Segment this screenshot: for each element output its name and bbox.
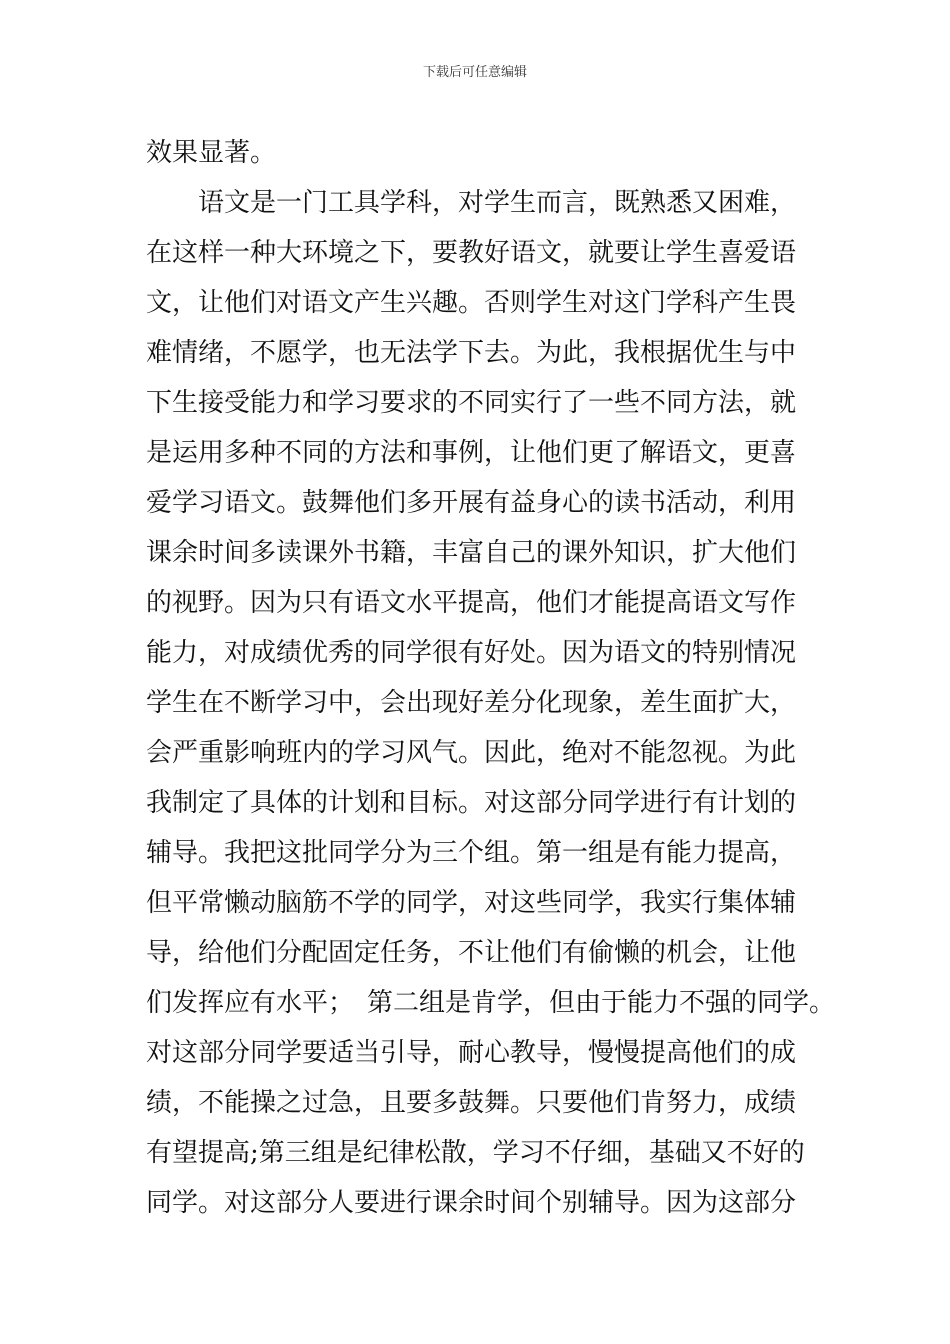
text-line: 文，让他们对语文产生兴趣。否则学生对这门学科产生畏 <box>146 288 797 318</box>
text-line: 会严重影响班内的学习风气。因此，绝对不能忽视。为此 <box>146 738 797 768</box>
text-line: 是运用多种不同的方法和事例，让他们更了解语文，更喜 <box>146 438 797 468</box>
text-line: 效果显著。 <box>146 138 277 168</box>
text-line: 辅导。我把这批同学分为三个组。第一组是有能力提高， <box>146 838 797 868</box>
text-line: 难情绪，不愿学，也无法学下去。为此，我根据优生与中 <box>146 338 797 368</box>
text-line: 绩，不能操之过急，且要多鼓舞。只要他们肯努力，成绩 <box>146 1088 797 1118</box>
text-line: 同学。对这部分人要进行课余时间个别辅导。因为这部分 <box>146 1188 797 1218</box>
page-header: 下载后可任意编辑 <box>422 65 527 80</box>
text-line: 导，给他们分配固定任务，不让他们有偷懒的机会，让他 <box>146 938 797 968</box>
text-line: 学生在不断学习中，会出现好差分化现象，差生面扩大， <box>146 688 797 718</box>
text-line: 但平常懒动脑筋不学的同学，对这些同学，我实行集体辅 <box>146 888 797 918</box>
text-line: 语文是一门工具学科，对学生而言，既熟悉又困难， <box>146 188 797 218</box>
text-line: 下生接受能力和学习要求的不同实行了一些不同方法，就 <box>146 388 797 418</box>
text-line: 对这部分同学要适当引导，耐心教导，慢慢提高他们的成 <box>146 1038 797 1068</box>
text-line: 有望提高;第三组是纪律松散，学习不仔细，基础又不好的 <box>146 1138 805 1168</box>
text-line: 课余时间多读课外书籍，丰富自己的课外知识，扩大他们 <box>146 538 797 568</box>
text-line: 爱学习语文。鼓舞他们多开展有益身心的读书活动，利用 <box>146 488 797 518</box>
text-line: 的视野。因为只有语文水平提高，他们才能提高语文写作 <box>146 588 797 618</box>
text-line: 能力，对成绩优秀的同学很有好处。因为语文的特别情况 <box>146 638 797 668</box>
text-line: 在这样一种大环境之下，要教好语文，就要让学生喜爱语 <box>146 238 797 268</box>
text-line: 们发挥应有水平； 第二组是肯学，但由于能力不强的同学。 <box>146 988 836 1018</box>
document-body <box>146 128 846 1228</box>
text-line: 我制定了具体的计划和目标。对这部分同学进行有计划的 <box>146 788 797 818</box>
